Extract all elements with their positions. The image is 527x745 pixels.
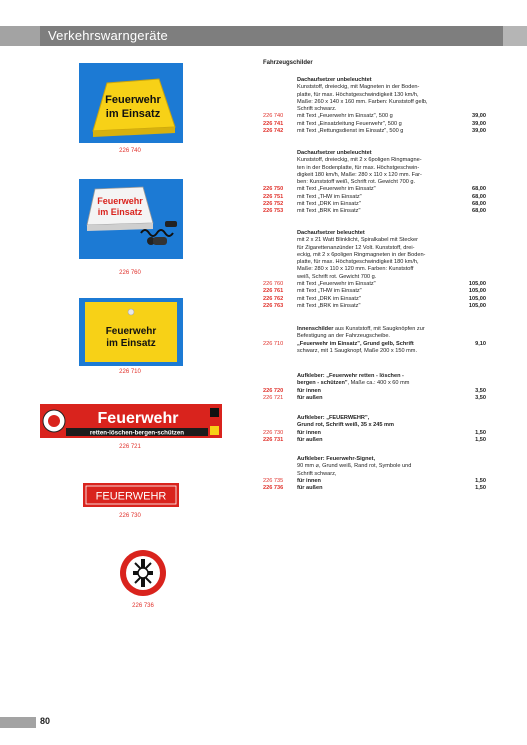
sign3-line1: Feuerwehr: [105, 326, 157, 337]
price-row: [263, 281, 486, 288]
article-code: 226 742: [263, 128, 284, 135]
sign3-line2: im Einsatz: [106, 338, 156, 349]
block2-desc-line: ben: Kunststoff weiß, Schrift rot. Gewicht 700 g.: [297, 179, 416, 186]
article-text: mit Text „DRK im Einsatz": [297, 201, 361, 208]
roof-sign-white-graphic: [79, 179, 183, 259]
article-code: 226 750: [263, 186, 284, 193]
innenschilder-line1: [263, 326, 486, 333]
product-image-roof-sign-yellow: [79, 63, 183, 143]
price-row: [263, 113, 486, 120]
price-row: [263, 303, 486, 310]
image-code-4: 226 721: [119, 444, 141, 450]
price-row: [263, 186, 486, 193]
image-code-6: 226 736: [132, 603, 154, 609]
aufkleber3-heading: Aufkleber: Feuerwehr-Signet,: [297, 456, 376, 462]
article-price: 39,00: [472, 128, 486, 135]
aufkleber1-heading2-rest: , Maße ca.: 400 x 60 mm: [347, 380, 410, 387]
article-code: 226 760: [263, 281, 284, 288]
product-block-2: [263, 150, 486, 216]
article-price: 1,50: [475, 429, 486, 436]
article-code: 226 735: [263, 477, 284, 484]
article-price: 68,00: [472, 201, 486, 208]
article-price: 1,50: [475, 477, 486, 484]
sign1-line2: im Einsatz: [105, 108, 161, 120]
page-title: Verkehrswarngeräte: [40, 26, 503, 46]
signet-graphic: [119, 549, 167, 597]
article-text: mit Text „THW im Einsatz": [297, 288, 362, 295]
article-code: 226 721: [263, 394, 284, 401]
price-row: [263, 128, 486, 135]
product-block-aufkleber-1: [263, 373, 486, 402]
block2-desc-line: digkeit 180 km/h, Maße: 280 x 110 x 120 mm. Far-: [297, 171, 422, 178]
price-row: [263, 208, 486, 215]
article-text: mit Text „Feuerwehr im Einsatz": [297, 186, 376, 193]
block3-desc-line: für Zigarettenanzünder 12 Volt. Kunststoff, drei-: [297, 244, 415, 251]
price-row: [263, 478, 486, 485]
price-row: [263, 395, 486, 402]
innenschilder-line2: Befestigung an der Fahrzeugscheibe.: [297, 333, 390, 340]
article-price: 39,00: [472, 120, 486, 127]
article-text: für außen: [297, 485, 323, 492]
article-code: 226 740: [263, 113, 284, 120]
product-block-aufkleber-2: [263, 415, 486, 444]
article-text: mit Text „Rettungsdienst im Einsatz", 500 g: [297, 128, 404, 135]
price-row: [263, 341, 486, 348]
price-row: [263, 430, 486, 437]
sign1-line1: Feuerwehr: [105, 94, 161, 106]
block1-desc-line: Schrift schwarz.: [297, 106, 337, 113]
article-text: mit Text „BRK im Einsatz": [297, 208, 361, 215]
price-row: [263, 121, 486, 128]
article-code: 226 761: [263, 288, 284, 295]
sticker1-subtitle: retten-löschen-bergen-schützen: [89, 429, 185, 437]
article-text: „Feuerwehr im Einsatz", Grund gelb, Schrift: [297, 340, 414, 347]
sign2-line2: im Einsatz: [97, 207, 143, 217]
price-row: [263, 485, 486, 492]
innenschilder-line1-rest: aus Kunststoff, mit Saugknöpfen zur: [333, 326, 425, 332]
product-image-roof-sign-white: [79, 179, 183, 259]
article-code: 226 763: [263, 302, 284, 309]
article-price: 3,50: [475, 394, 486, 401]
aufkleber2-heading2: Grund rot, Schrift weiß, 35 x 245 mm: [297, 422, 394, 429]
aufkleber3-desc-line: 90 mm ⌀, Grund weiß, Rand rot, Symbole und: [297, 463, 412, 470]
image-code-3: 226 710: [119, 369, 141, 375]
page-number: 80: [40, 716, 51, 726]
article-price: 105,00: [468, 281, 486, 288]
article-price: 68,00: [472, 186, 486, 193]
article-code: 226 751: [263, 193, 284, 200]
article-code: 226 752: [263, 201, 284, 208]
article-text: mit Text „THW im Einsatz": [297, 193, 362, 200]
product-image-sticker-feuerwehr: [83, 483, 179, 507]
price-row: [263, 194, 486, 201]
sticker1-title: Feuerwehr: [97, 410, 179, 427]
article-code: 226 710: [263, 340, 284, 347]
article-price: 105,00: [468, 302, 486, 309]
innenschilder-line4: schwarz, mit 1 Saugknopf, Maße 200 x 150 mm.: [297, 347, 418, 354]
product-block-3: [263, 230, 486, 310]
article-price: 105,00: [468, 295, 486, 302]
price-row: [263, 201, 486, 208]
product-image-interior-sign: [79, 298, 183, 366]
article-code: 226 736: [263, 485, 284, 492]
article-text: mit Text „Einsatzleitung Feuerwehr", 500 g: [297, 120, 402, 127]
block1-desc-line: Maße: 260 x 140 x 160 mm. Farben: Kunststoff gelb,: [297, 98, 428, 105]
block3-desc-line: platte, für max. Höchstgeschwindigkeit 180 km/h,: [297, 259, 419, 266]
article-text: für innen: [297, 477, 321, 484]
article-code: 226 762: [263, 295, 284, 302]
block3-desc-line: mit 2 x 21 Watt Blinklicht, Spiralkabel mit Stecker: [297, 237, 419, 244]
price-row: [263, 296, 486, 303]
article-code: 226 741: [263, 120, 284, 127]
sticker2-text: FEUERWEHR: [95, 490, 167, 503]
block1-desc-line: platte, für max. Höchstgeschwindigkeit 130 km/h,: [297, 91, 419, 98]
block1-desc-line: Kunststoff, dreieckig, mit Magneten in der Boden-: [297, 84, 420, 91]
article-text: mit Text „Feuerwehr im Einsatz": [297, 281, 376, 288]
product-image-sticker-banner: [40, 404, 222, 438]
article-code: 226 731: [263, 436, 284, 443]
article-text: für innen: [297, 429, 321, 436]
product-block-innenschilder: [263, 326, 486, 355]
article-text: für außen: [297, 436, 323, 443]
block2-heading: Dachaufsetzer unbeleuchtet: [297, 150, 372, 156]
price-row: [263, 437, 486, 444]
article-text: für außen: [297, 394, 323, 401]
article-code: 226 730: [263, 429, 284, 436]
page-header: [0, 26, 527, 46]
section-title: Fahrzeugschilder: [263, 60, 313, 66]
aufkleber2-heading1: Aufkleber: „FEUERWEHR",: [297, 415, 370, 421]
product-image-signet: [119, 549, 167, 597]
block3-heading: Dachaufsetzer beleuchtet: [297, 230, 365, 236]
page-number-bar: [0, 717, 36, 728]
aufkleber1-heading2-bold: bergen - schützen": [297, 380, 348, 387]
article-text: mit Text „DRK im Einsatz": [297, 295, 361, 302]
aufkleber1-heading2: [263, 380, 486, 387]
aufkleber1-heading1: Aufkleber: „Feuerwehr retten - löschen -: [297, 373, 404, 379]
block2-desc-line: ten in der Bodenplatte, für max. Höchstgeschwin-: [297, 164, 420, 171]
sign2-line1: Feuerwehr: [97, 196, 143, 206]
article-price: 1,50: [475, 485, 486, 492]
innenschilder-heading: Innenschilder: [297, 326, 334, 332]
block1-heading: Dachaufsetzer unbeleuchtet: [297, 77, 372, 83]
article-code: 226 753: [263, 208, 284, 215]
roof-sign-yellow-graphic: [79, 63, 183, 143]
article-price: 68,00: [472, 193, 486, 200]
sticker-banner-graphic: [40, 404, 222, 438]
aufkleber3-desc-line: Schrift schwarz,: [297, 470, 337, 477]
header-accent-left: [0, 26, 40, 46]
block3-desc-line: Maße: 280 x 110 x 120 mm. Farben: Kunststoff: [297, 266, 414, 273]
image-code-5: 226 730: [119, 513, 141, 519]
article-text: mit Text „BRK im Einsatz": [297, 302, 361, 309]
article-price: 39,00: [472, 113, 486, 120]
image-code-1: 226 740: [119, 148, 141, 154]
article-price: 3,50: [475, 387, 486, 394]
header-accent-right: [503, 26, 527, 46]
article-price: 9,10: [475, 340, 486, 347]
block2-desc-line: Kunststoff, dreieckig, mit 2 x 6poligen Ringmagne-: [297, 157, 422, 164]
block3-desc-line: weiß, Schrift rot. Gewicht 700 g.: [297, 273, 377, 280]
article-price: 105,00: [468, 288, 486, 295]
price-row: [263, 288, 486, 295]
article-code: 226 720: [263, 387, 284, 394]
article-text: mit Text „Feuerwehr im Einsatz", 500 g: [297, 113, 393, 120]
interior-sign-graphic: [79, 298, 183, 366]
article-text: für innen: [297, 387, 321, 394]
block3-desc-line: eckig, mit 2 x 6poligen Ringmagneten in der Boden-: [297, 251, 426, 258]
article-price: 68,00: [472, 208, 486, 215]
sticker-feuerwehr-graphic: [83, 483, 179, 507]
image-code-2: 226 760: [119, 270, 141, 276]
article-price: 1,50: [475, 436, 486, 443]
price-row: [263, 388, 486, 395]
product-block-aufkleber-3: [263, 456, 486, 492]
product-block-1: [263, 77, 486, 135]
